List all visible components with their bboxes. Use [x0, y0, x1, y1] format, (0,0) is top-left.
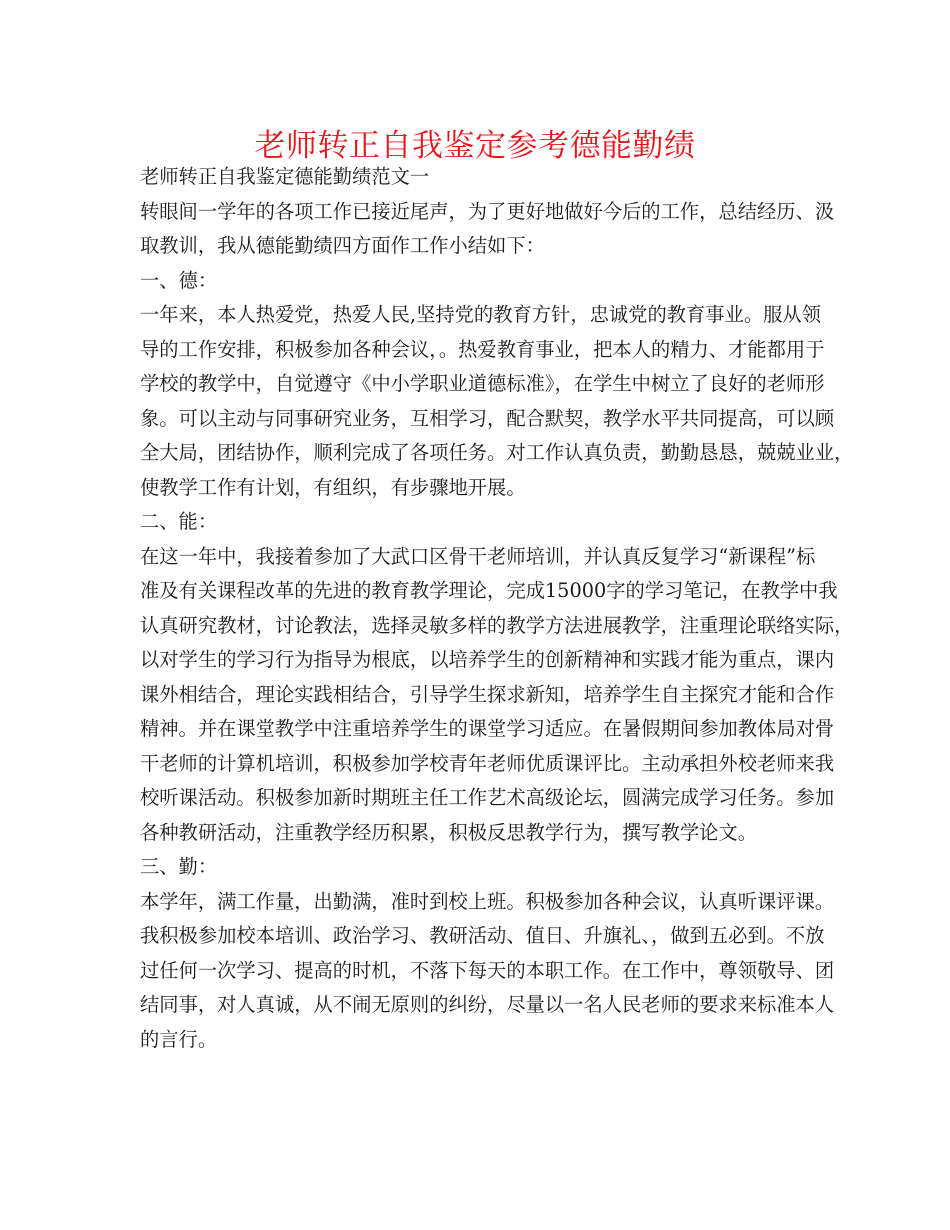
paragraph-line: 的言行。	[140, 1027, 218, 1051]
section-heading-neng: 二、能：	[140, 510, 218, 533]
paragraph-line: 导的工作安排，积极参加各种会议，。热爱教育事业，把本人的精力、才能都用于	[140, 337, 825, 361]
paragraph-line: 学校的教学中，自觉遵守《中小学职业道德标准》，在学生中树立了良好的老师形	[140, 372, 825, 395]
paragraph-line: 使教学工作有计划，有组织，有步骤地开展。	[140, 475, 526, 499]
paragraph-line: 校听课活动。积极参加新时期班主任工作艺术高级论坛，圆满完成学习任务。参加	[140, 786, 835, 809]
paragraph-line: 干老师的计算机培训，积极参加学校青年老师优质课评比。主动承担外校老师来我	[140, 751, 835, 775]
paragraph-line: 课外相结合，理论实践相结合，引导学生探求新知，培养学生自主探究才能和合作	[140, 682, 835, 706]
paragraph-line: 过任何一次学习、提高的时机，不落下每天的本职工作。在工作中，尊领敬导、团	[140, 958, 835, 982]
paragraph-line: 准及有关课程改革的先进的教育教学理论，完成15000字的学习笔记，在教学中我	[140, 579, 838, 602]
paragraph-line: 以对学生的学习行为指导为根底，以培养学生的创新精神和实践才能为重点，课内	[140, 648, 835, 671]
section-heading-qin: 三、勤：	[140, 855, 218, 878]
paragraph-line: 我积极参加校本培训、政治学习、教研活动、值日、升旗礼、，做到五必到。不放	[140, 924, 825, 947]
subtitle-line: 老师转正自我鉴定德能勤绩范文一	[140, 165, 430, 188]
paragraph-line: 象。可以主动与同事研究业务，互相学习，配合默契，教学水平共同提高，可以顾	[140, 406, 835, 430]
paragraph-line: 精神。并在课堂教学中注重培养学生的课堂学习适应。在暑假期间参加教体局对骨	[140, 717, 835, 740]
paragraph-line: 一年来，本人热爱党，热爱人民,坚持党的教育方针，忠诚党的教育事业。服从领	[140, 303, 821, 326]
paragraph-line: 取教训，我从德能勤绩四方面作工作小结如下：	[140, 234, 545, 257]
paragraph-line: 各种教研活动，注重教学经历积累，积极反思教学行为，撰写教学论文。	[140, 820, 757, 844]
document-body	[140, 160, 854, 1057]
paragraph-line: 认真研究教材，讨论教法，选择灵敏多样的教学方法进展教学，注重理论联络实际，	[140, 613, 854, 637]
paragraph-line: 全大局，团结协作，顺利完成了各项任务。对工作认真负责，勤勤恳恳，兢兢业业，	[140, 441, 854, 464]
paragraph-line: 结同事，对人真诚，从不闹无原则的纠纷，尽量以一名人民老师的要求来标准本人	[140, 993, 835, 1016]
paragraph-line: 本学年，满工作量，出勤满，准时到校上班。积极参加各种会议，认真听课评课。	[140, 889, 835, 913]
document-title: 老师转正自我鉴定参考德能勤绩	[254, 128, 696, 164]
paragraph-line: 转眼间一学年的各项工作已接近尾声，为了更好地做好今后的工作，总结经历、汲	[140, 199, 835, 223]
paragraph-line: 在这一年中，我接着参加了大武口区骨干老师培训，并认真反复学习“新课程”标	[140, 544, 816, 568]
section-heading-de: 一、德：	[140, 268, 218, 292]
